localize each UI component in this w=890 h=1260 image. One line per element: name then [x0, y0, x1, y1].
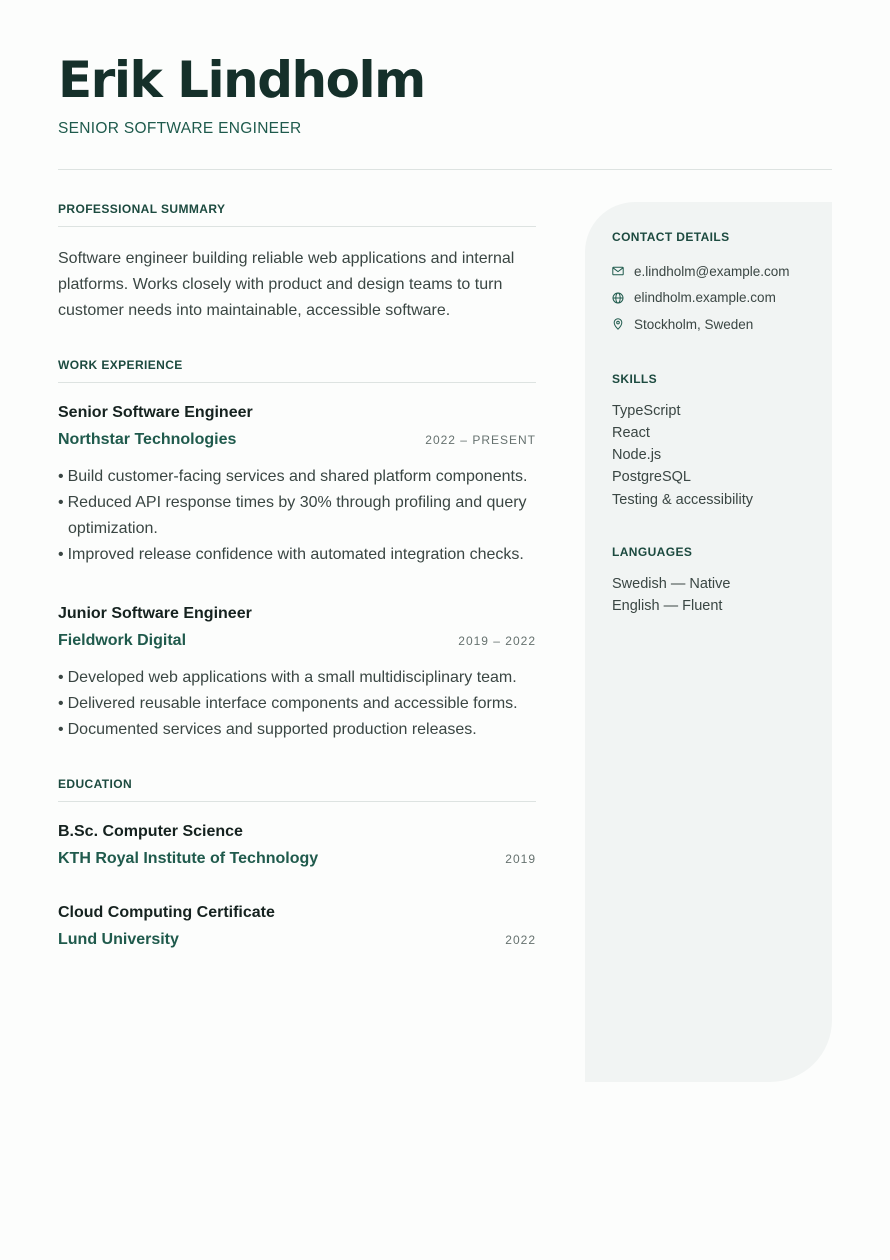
- skill-item: Node.js: [612, 447, 662, 464]
- contact-heading: CONTACT DETAILS: [612, 230, 730, 244]
- skills-heading: SKILLS: [612, 371, 658, 386]
- contact-location: [612, 311, 812, 338]
- summary-section: [58, 202, 536, 324]
- job-title: SENIOR SOFTWARE ENGINEER: [58, 120, 302, 137]
- education-heading: EDUCATION: [58, 777, 536, 802]
- job-entry: [58, 403, 536, 568]
- contact-email[interactable]: [612, 258, 812, 285]
- job-dates: 2019 – 2022: [458, 634, 536, 648]
- education-entry: [58, 903, 536, 950]
- education-degree: Cloud Computing Certificate: [58, 904, 275, 921]
- education-school: Lund University: [58, 931, 179, 948]
- job-bullet: • Build customer-facing services and shared platform components.: [58, 464, 536, 490]
- job-org-row: [58, 430, 536, 450]
- skills-list: [612, 400, 812, 511]
- job-bullets: [58, 665, 536, 743]
- education-degree: B.Sc. Computer Science: [58, 823, 243, 840]
- summary-text: Software engineer building reliable web applications and internal platforms. Works closely with product and design teams to turn customer needs into maintainable, accessible software.: [58, 250, 515, 319]
- skills-section: [612, 372, 812, 511]
- languages-section: [612, 545, 812, 618]
- education-year: 2022: [505, 933, 536, 947]
- education-school: KTH Royal Institute of Technology: [58, 850, 319, 867]
- language-item: Swedish — Native: [612, 575, 731, 592]
- location-pin-icon: [612, 318, 624, 330]
- job-company: Northstar Technologies: [58, 431, 237, 448]
- header-divider: [58, 169, 832, 170]
- education-org-row: [58, 930, 536, 950]
- skill-item: Testing & accessibility: [612, 491, 754, 508]
- contact-section: [612, 230, 812, 338]
- globe-icon: [612, 292, 624, 304]
- contact-email-text: e.lindholm@example.com: [634, 263, 790, 279]
- education-year: 2019: [505, 852, 536, 866]
- job-bullet: • Improved release confidence with automated integration checks.: [58, 542, 536, 568]
- summary-heading: PROFESSIONAL SUMMARY: [58, 202, 536, 227]
- experience-heading: WORK EXPERIENCE: [58, 358, 536, 383]
- contact-website-text: elindholm.example.com: [634, 290, 776, 306]
- languages-heading: LANGUAGES: [612, 544, 693, 559]
- job-bullets: [58, 464, 536, 568]
- job-bullet: • Delivered reusable interface components and accessible forms.: [58, 691, 536, 717]
- experience-section: [58, 358, 536, 743]
- job-org-row: [58, 631, 536, 651]
- education-org-row: [58, 849, 536, 869]
- job-dates: 2022 – PRESENT: [425, 433, 536, 447]
- candidate-name: Erik Lindholm: [58, 51, 425, 109]
- mail-icon: [612, 265, 624, 277]
- education-entry: [58, 822, 536, 869]
- languages-list: [612, 573, 812, 618]
- skill-item: TypeScript: [612, 402, 681, 419]
- job-company: Fieldwork Digital: [58, 632, 187, 649]
- job-role: Junior Software Engineer: [58, 605, 252, 622]
- skill-item: React: [612, 424, 650, 441]
- contact-list: [612, 258, 812, 338]
- job-role: Senior Software Engineer: [58, 404, 253, 421]
- main-column: [58, 202, 536, 950]
- job-bullet: • Documented services and supported production releases.: [58, 717, 536, 743]
- contact-website[interactable]: [612, 285, 812, 312]
- job-bullet: • Developed web applications with a small multidisciplinary team.: [58, 665, 536, 691]
- education-section: [58, 777, 536, 950]
- contact-location-text: Stockholm, Sweden: [634, 316, 754, 332]
- sidebar: [585, 202, 832, 1082]
- skill-item: PostgreSQL: [612, 469, 691, 486]
- job-bullet: • Reduced API response times by 30% through profiling and query optimization.: [58, 490, 536, 542]
- language-item: English — Fluent: [612, 598, 723, 615]
- job-entry: [58, 604, 536, 743]
